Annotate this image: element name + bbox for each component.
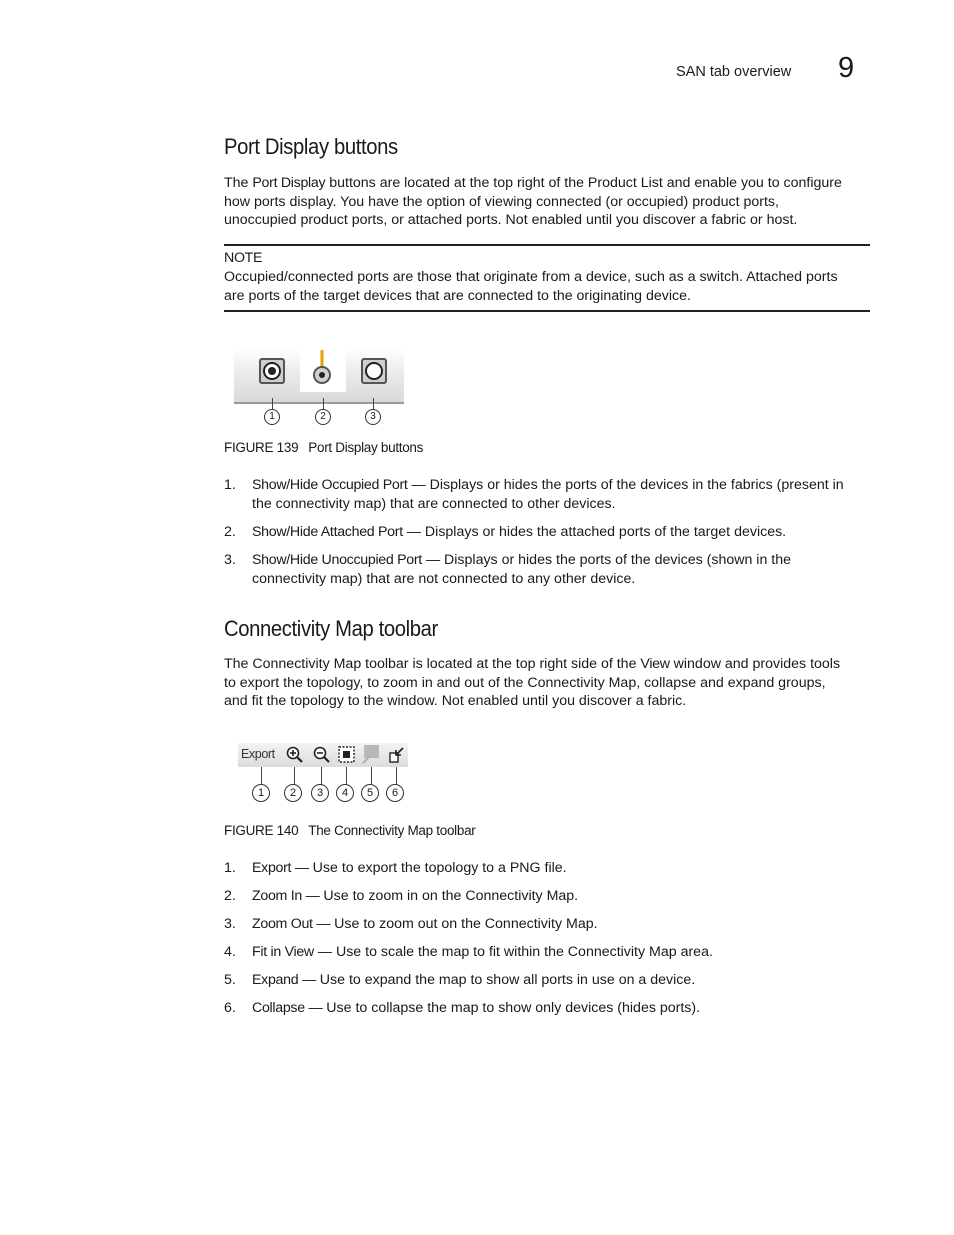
port-display-figure — [234, 348, 404, 404]
callout-1: 1 — [264, 409, 280, 425]
callout-leader — [346, 767, 347, 785]
section-heading-connectivity-map: Connectivity Map toolbar — [224, 616, 438, 641]
export-button[interactable]: Export — [241, 747, 275, 761]
zoom-in-icon[interactable] — [285, 745, 305, 765]
term: Collapse — — [252, 1000, 323, 1016]
note-box — [224, 244, 870, 312]
callout-3: 3 — [311, 784, 329, 802]
figure-label: FIGURE 140 — [224, 823, 299, 838]
callout-2: 2 — [284, 784, 302, 802]
connectivity-intro: The Connectivity Map toolbar is located at the top right side of the View window and provides tools to export the topology, to zoom in and out of the Connectivity Map, collapse and expand groups, and fit the topology to the window. Not enabled until you discover a fabric. — [224, 656, 841, 710]
chapter-number: 9 — [838, 52, 855, 84]
callout-leader — [321, 767, 322, 785]
collapse-icon[interactable] — [387, 745, 407, 765]
callout-leader — [371, 767, 372, 785]
figure-label: FIGURE 139 — [224, 440, 299, 455]
note-body: Occupied/connected ports are those that originate from a device, such as a switch. Attached ports are ports of the target devices that are connected to the originating device. — [224, 269, 838, 304]
term-view: View — [640, 656, 670, 672]
figure-caption-140 — [224, 823, 475, 838]
term: Show/Hide Attached Port — [252, 524, 403, 540]
unoccupied-port-icon[interactable] — [360, 357, 388, 385]
callout-5: 5 — [361, 784, 379, 802]
callout-leader — [396, 767, 397, 785]
term: Show/Hide Occupied Port — [252, 477, 408, 493]
zoom-out-icon[interactable] — [312, 745, 332, 765]
callout-4: 4 — [336, 784, 354, 802]
figure-title: The Connectivity Map toolbar — [308, 823, 476, 838]
section-heading-port-display: Port Display buttons — [224, 134, 398, 159]
term: Show/Hide Unoccupied Port — [252, 552, 422, 568]
term-port-display: Port Display — [252, 175, 326, 191]
note-title: NOTE — [224, 250, 263, 266]
connectivity-toolbar — [238, 743, 408, 767]
callout-3: 3 — [365, 409, 381, 425]
callout-2: 2 — [315, 409, 331, 425]
running-header: SAN tab overview — [676, 64, 792, 80]
fit-in-view-icon[interactable] — [337, 745, 357, 765]
callout-leader — [294, 767, 295, 785]
term: Fit in View — [252, 944, 314, 960]
term: Expand — — [252, 972, 316, 988]
occupied-port-icon[interactable] — [258, 357, 286, 385]
term: Export — — [252, 860, 309, 876]
callout-6: 6 — [386, 784, 404, 802]
port-display-intro: The Port Display buttons are located at the top right of the Product List and enable you to configure how ports display. You have the option of viewing connected (or occupied) product ports, unoccupied product ports, or attached ports. Not enabled until you discover a fabric or host. — [224, 175, 842, 229]
term: Zoom Out — — [252, 916, 331, 932]
figure-caption-139 — [224, 440, 423, 455]
callout-1: 1 — [252, 784, 270, 802]
expand-icon[interactable] — [361, 744, 381, 765]
term: Zoom In — — [252, 888, 320, 904]
figure-title: Port Display buttons — [308, 440, 424, 455]
callout-leader — [261, 767, 262, 785]
attached-port-icon[interactable] — [310, 350, 334, 386]
